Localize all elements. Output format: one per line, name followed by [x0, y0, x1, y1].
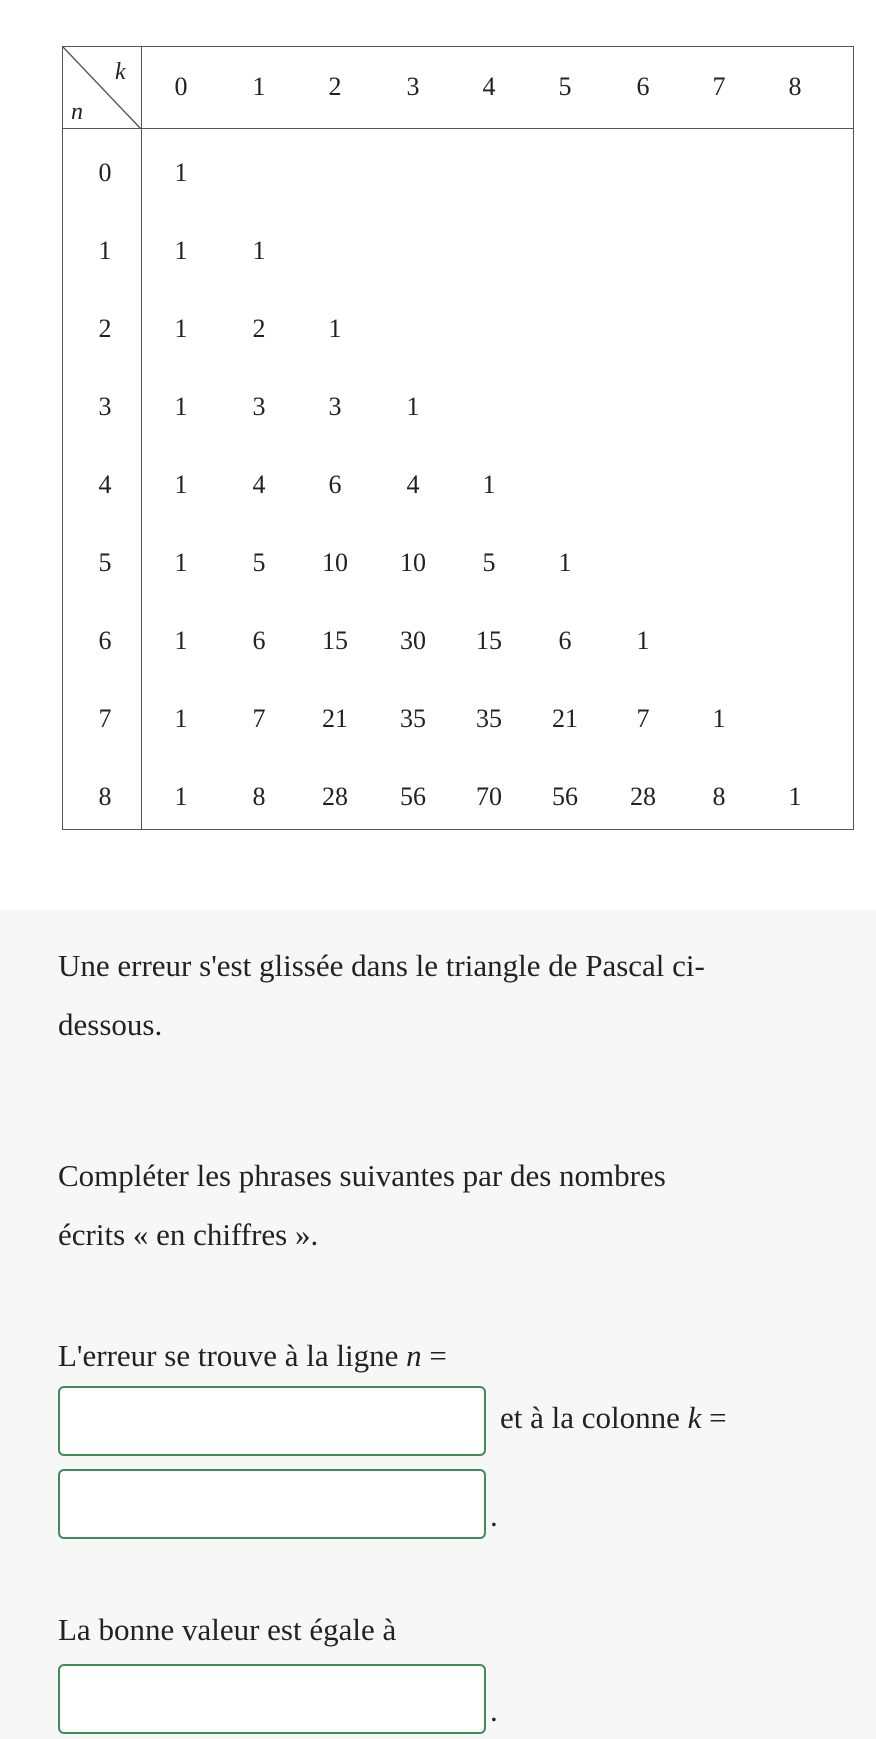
- table-cell-n8-k5: 56: [552, 782, 578, 811]
- table-cell-n7-k0: 1: [174, 704, 188, 733]
- table-cell-n6-k0: 1: [174, 626, 188, 655]
- table-cell-n3-k2: 3: [328, 392, 342, 421]
- table-column-divider: [141, 47, 142, 829]
- table-cell-n8-k4: 70: [476, 782, 502, 811]
- table-cell-n6-k2: 15: [322, 626, 348, 655]
- table-cell-n6-k5: 6: [558, 626, 572, 655]
- table-cell-n8-k0: 1: [174, 782, 188, 811]
- table-cell-n3-k0: 1: [174, 392, 188, 421]
- table-cell-n6-k1: 6: [252, 626, 266, 655]
- table-cell-n0-k0: 1: [174, 158, 188, 187]
- value-prompt: La bonne valeur est égale à: [58, 1612, 397, 1647]
- table-cell-n8-k1: 8: [252, 782, 266, 811]
- table-cell-n4-k2: 6: [328, 470, 342, 499]
- table-cell-n2-k1: 2: [252, 314, 266, 343]
- table-cell-n5-k3: 10: [400, 548, 426, 577]
- table-cell-n7-k5: 21: [552, 704, 578, 733]
- table-cell-n8-k7: 8: [712, 782, 726, 811]
- column-header-k-3: 3: [406, 72, 420, 101]
- column-header-k-2: 2: [328, 72, 342, 101]
- table-cell-n5-k5: 1: [558, 548, 572, 577]
- row-equals: =: [421, 1338, 447, 1373]
- column-header-k-8: 8: [788, 72, 802, 101]
- table-cell-n5-k4: 5: [482, 548, 496, 577]
- row-label-n-0: 0: [98, 158, 112, 187]
- corner-n-label: n: [71, 99, 83, 125]
- row-n-input[interactable]: [58, 1386, 486, 1456]
- col-equals: =: [701, 1400, 727, 1435]
- table-cell-n4-k1: 4: [252, 470, 266, 499]
- table-cell-n4-k3: 4: [406, 470, 420, 499]
- instruction-line-1: Compléter les phrases suivantes par des nombres: [58, 1158, 666, 1193]
- table-cell-n8-k8: 1: [788, 782, 802, 811]
- table-cell-n4-k0: 1: [174, 470, 188, 499]
- col-prefix: et à la colonne: [500, 1400, 688, 1435]
- table-cell-n2-k0: 1: [174, 314, 188, 343]
- row-variable: n: [406, 1338, 422, 1373]
- table-cell-n7-k2: 21: [322, 704, 348, 733]
- question-panel: [0, 910, 876, 1739]
- column-header-k-6: 6: [636, 72, 650, 101]
- column-header-k-0: 0: [174, 72, 188, 101]
- row-label-n-8: 8: [98, 782, 112, 811]
- column-header-k-5: 5: [558, 72, 572, 101]
- column-header-k-4: 4: [482, 72, 496, 101]
- table-cell-n6-k3: 30: [400, 626, 426, 655]
- table-cell-n8-k3: 56: [400, 782, 426, 811]
- table-cell-n6-k4: 15: [476, 626, 502, 655]
- period-after-k: .: [490, 1498, 498, 1533]
- row-label-n-3: 3: [98, 392, 112, 421]
- table-cell-n7-k1: 7: [252, 704, 266, 733]
- column-k-input[interactable]: [58, 1469, 486, 1539]
- correct-value-input[interactable]: [58, 1664, 486, 1734]
- row-label-n-4: 4: [98, 470, 112, 499]
- table-cell-n1-k1: 1: [252, 236, 266, 265]
- row-label-n-2: 2: [98, 314, 112, 343]
- table-cell-n7-k4: 35: [476, 704, 502, 733]
- table-cell-n8-k2: 28: [322, 782, 348, 811]
- table-cell-n5-k2: 10: [322, 548, 348, 577]
- table-cell-n6-k6: 1: [636, 626, 650, 655]
- table-cell-n8-k6: 28: [630, 782, 656, 811]
- table-cell-n2-k2: 1: [328, 314, 342, 343]
- column-header-k-7: 7: [712, 72, 726, 101]
- table-cell-n3-k3: 1: [406, 392, 420, 421]
- table-cell-n1-k0: 1: [174, 236, 188, 265]
- table-cell-n7-k6: 7: [636, 704, 650, 733]
- table-cell-n7-k3: 35: [400, 704, 426, 733]
- row-prefix: L'erreur se trouve à la ligne: [58, 1338, 407, 1373]
- row-label-n-7: 7: [98, 704, 112, 733]
- row-label-n-1: 1: [98, 236, 112, 265]
- instruction-line-2: écrits « en chiffres ».: [58, 1217, 319, 1252]
- pascal-table: [62, 46, 854, 830]
- table-cell-n7-k7: 1: [712, 704, 726, 733]
- table-cell-n5-k1: 5: [252, 548, 266, 577]
- corner-k-label: k: [115, 59, 126, 85]
- intro-line-2: dessous.: [58, 1007, 163, 1042]
- period-after-value: .: [490, 1693, 498, 1728]
- row-label-n-6: 6: [98, 626, 112, 655]
- table-cell-n3-k1: 3: [252, 392, 266, 421]
- row-question-text: [58, 1328, 447, 1384]
- table-cell-n5-k0: 1: [174, 548, 188, 577]
- col-variable: k: [687, 1400, 702, 1435]
- intro-line-1: Une erreur s'est glissée dans le triangle de Pascal ci-: [58, 948, 705, 983]
- row-label-n-5: 5: [98, 548, 112, 577]
- column-header-k-1: 1: [252, 72, 266, 101]
- column-question-text: [500, 1400, 727, 1436]
- table-cell-n4-k4: 1: [482, 470, 496, 499]
